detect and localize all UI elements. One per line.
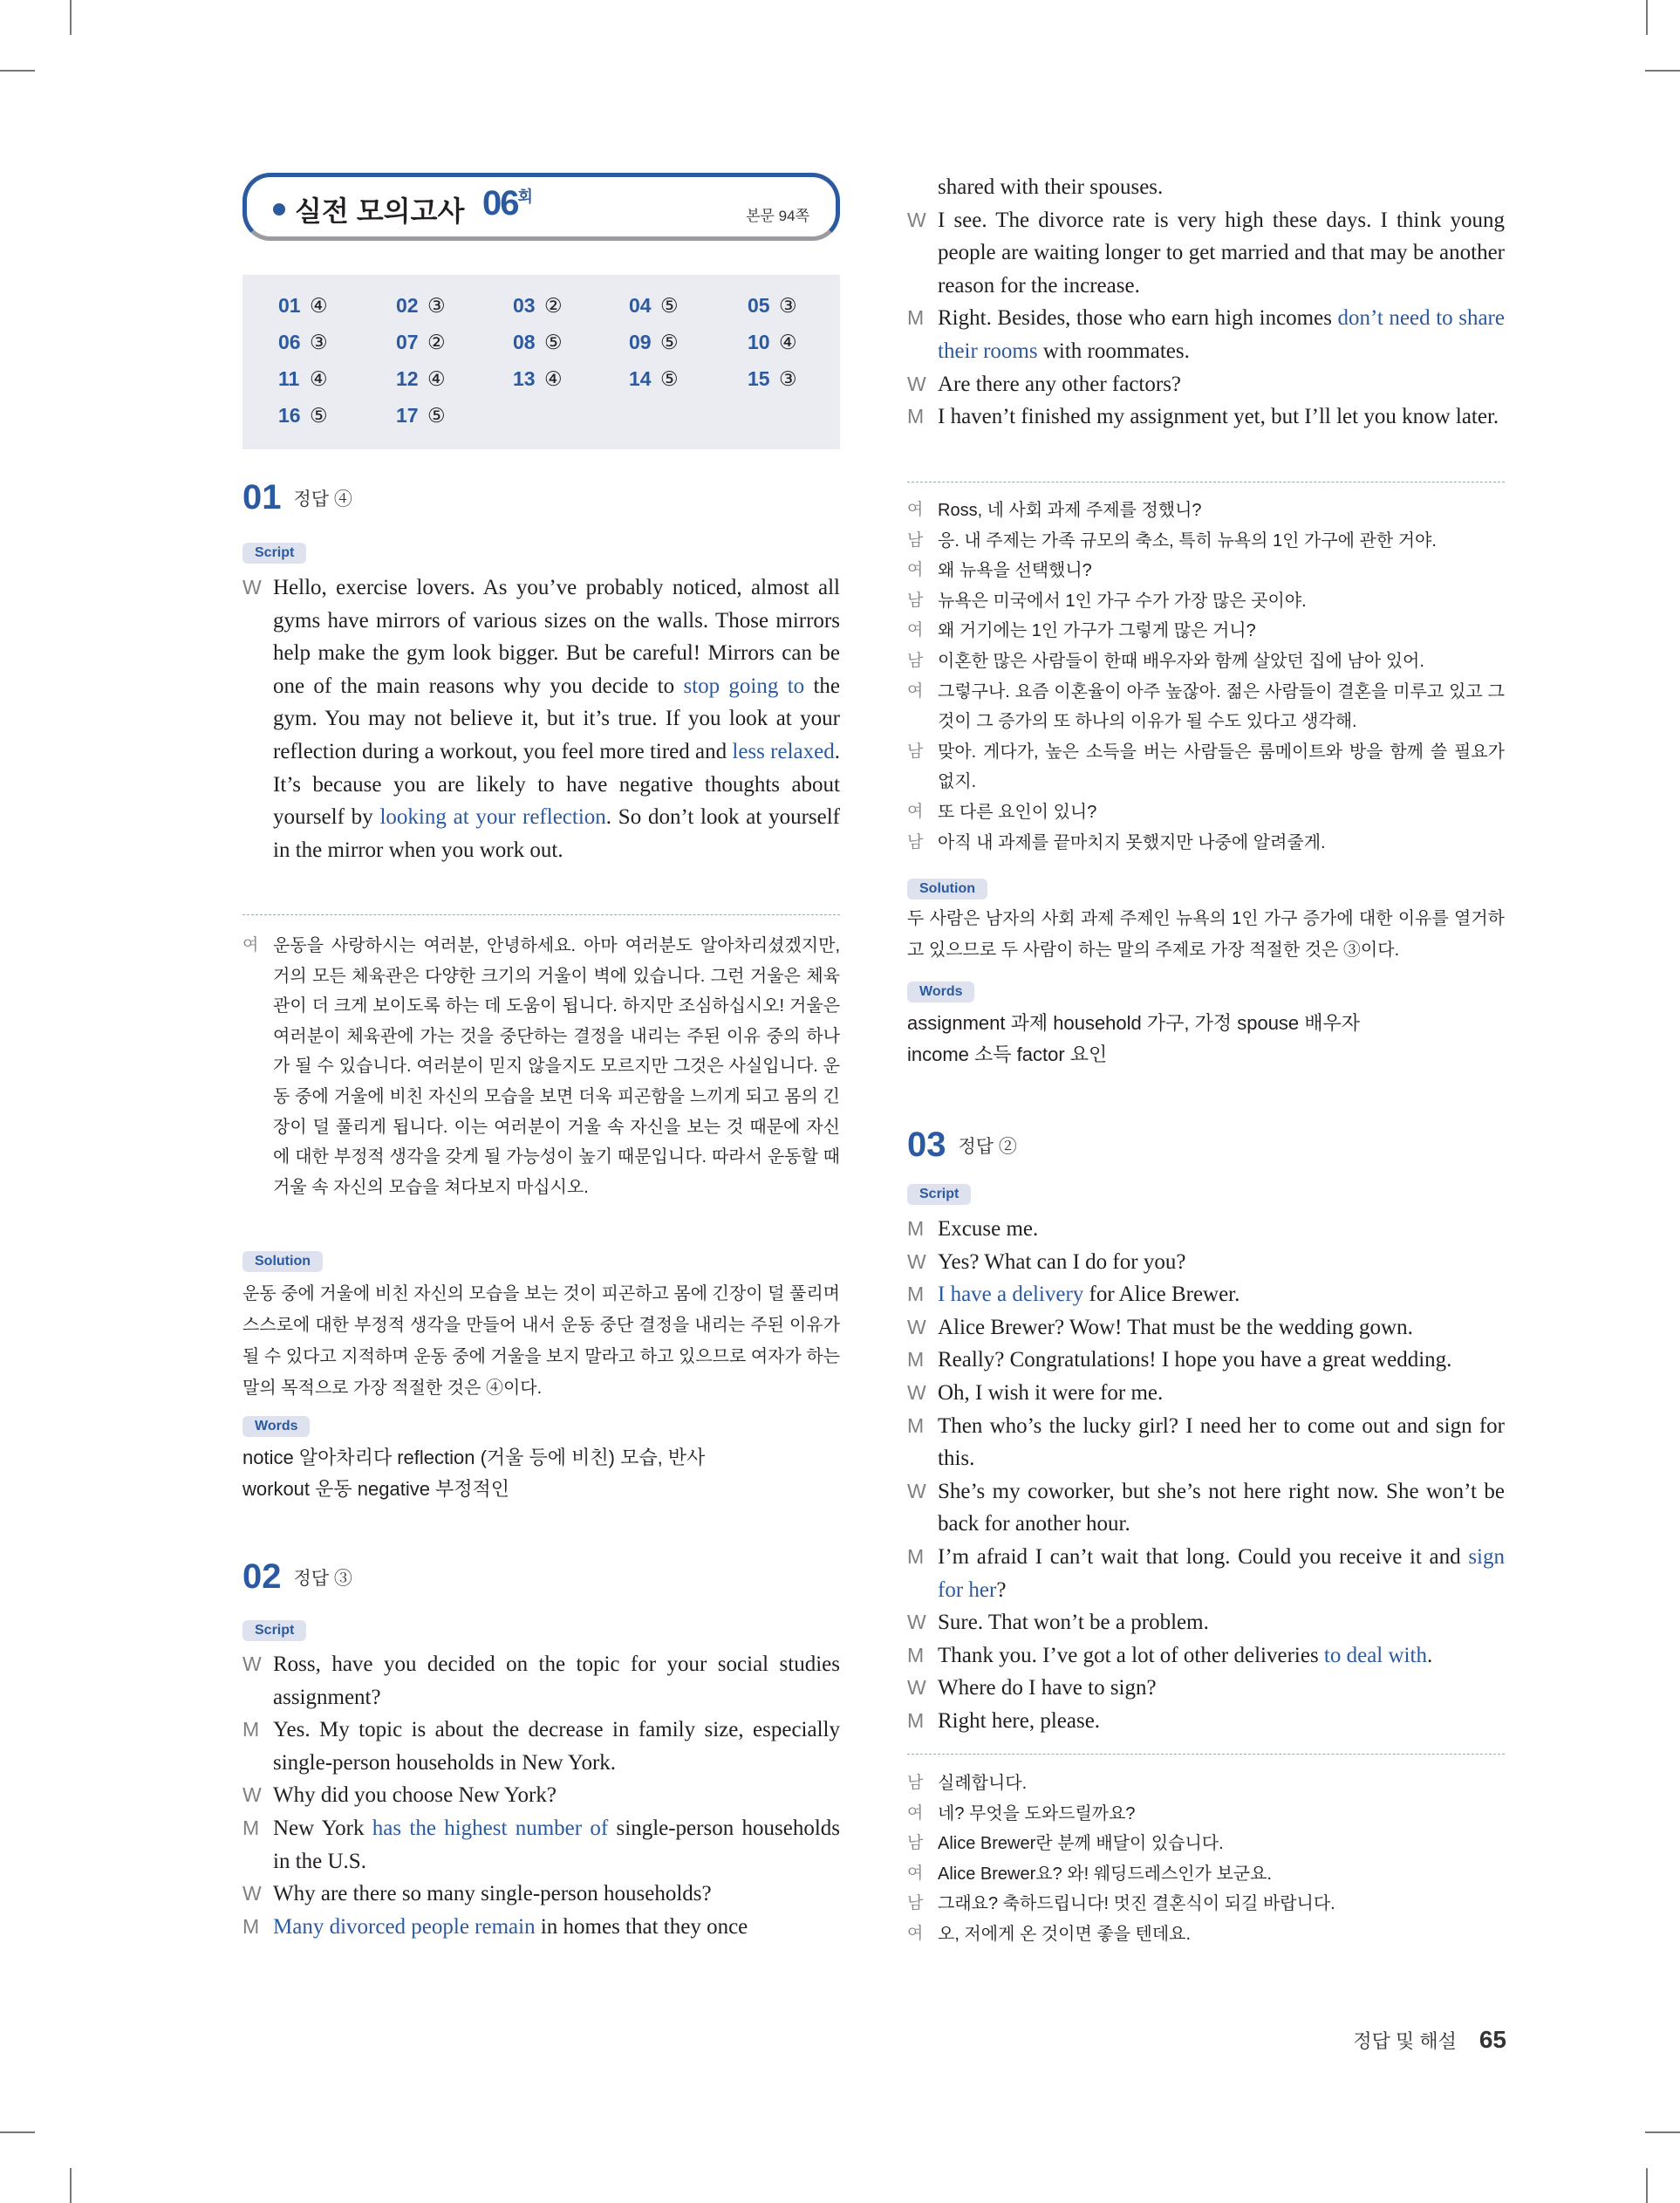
- script-text: [938, 1377, 1505, 1410]
- answer-choice: ④: [427, 367, 446, 390]
- translation-line: [907, 797, 1505, 828]
- text-segment: . So don’t look at yourself in the mirror when you work out.: [273, 805, 840, 862]
- answer-number: 04: [629, 294, 652, 317]
- answer-number: 09: [629, 331, 652, 353]
- solution-tag: Solution: [907, 879, 987, 900]
- text-segment: I see. The divorce rate is very high these days. I think young people are waiting longer to get married and that may be another reason for the increase.: [938, 208, 1505, 298]
- answer-choice: ④: [310, 294, 328, 317]
- words-line: income 소득 factor 요인: [907, 1043, 1108, 1065]
- answer-choice: ③: [427, 294, 446, 317]
- speaker-label: 남: [907, 742, 924, 761]
- text-segment: Alice Brewer? Wow! That must be the wedding gown.: [938, 1315, 1413, 1339]
- script-text: [938, 1278, 1505, 1311]
- script-text: [938, 1246, 1505, 1279]
- answer-number: 02: [396, 294, 419, 317]
- answer-item: [396, 331, 446, 354]
- text-segment: in homes that they once: [535, 1914, 748, 1939]
- script-text: [938, 1311, 1505, 1344]
- words-q01: [242, 1442, 840, 1505]
- answer-number: 13: [513, 367, 536, 390]
- script-text: [938, 1672, 1505, 1705]
- answer-item: [629, 367, 679, 391]
- script-text: [938, 1475, 1505, 1541]
- answer-number: 08: [513, 331, 536, 353]
- answer-choice: ③: [779, 367, 797, 390]
- text-segment: Yes. My topic is about the decrease in family size, especially single-person households in New York.: [273, 1718, 840, 1775]
- speaker-label: W: [907, 208, 926, 231]
- script-line: [907, 1541, 1505, 1606]
- speaker-label: M: [907, 1413, 925, 1437]
- speaker-label: M: [242, 1914, 260, 1938]
- speaker-label: 여: [907, 1803, 924, 1823]
- translation-line: [907, 586, 1505, 617]
- answer-item: [748, 294, 797, 318]
- page-reference: 본문 94쪽: [746, 208, 809, 224]
- answer-number: 12: [396, 367, 419, 390]
- speaker-label: W: [242, 1783, 262, 1807]
- speaker-label: M: [907, 1643, 925, 1666]
- script-line: [907, 302, 1505, 367]
- answer-item: [278, 331, 328, 354]
- bullet-icon: [273, 203, 285, 216]
- question-number: 01: [242, 478, 282, 517]
- speaker-label: W: [907, 1249, 926, 1273]
- round-number: 06: [482, 184, 518, 222]
- answer-choice: ⑤: [427, 404, 446, 427]
- translation-text: 응. 내 주제는 가족 규모의 축소, 특히 뉴욕의 1인 가구에 관한 거야.: [938, 530, 1437, 551]
- speaker-label: 남: [907, 651, 924, 670]
- words-tag: Words: [907, 982, 974, 1002]
- speaker-label: W: [907, 1315, 926, 1338]
- translation-text: 실례합니다.: [938, 1774, 1028, 1793]
- key-phrase: stop going to: [683, 674, 805, 698]
- answer-choice: ⑤: [310, 404, 328, 427]
- translation-text: 왜 거기에는 1인 가구가 그렇게 많은 거니?: [938, 621, 1256, 641]
- script-line: [242, 1878, 840, 1911]
- translation-line: [907, 556, 1505, 586]
- answer-item: [748, 331, 797, 354]
- answer-choice: ⑤: [544, 331, 563, 353]
- answer-item: [748, 367, 797, 391]
- translation-line: [907, 1859, 1505, 1890]
- text-segment: Where do I have to sign?: [938, 1676, 1157, 1700]
- script-line: [907, 1213, 1505, 1246]
- translation-line: [907, 1799, 1505, 1830]
- answer-item: [396, 404, 446, 428]
- crop-mark: [70, 2168, 72, 2203]
- translation-q01: [242, 931, 840, 1202]
- translation-line: [242, 931, 840, 1202]
- speaker-label: 여: [907, 621, 924, 640]
- answer-choice: ③: [779, 294, 797, 317]
- script-line: [907, 204, 1505, 303]
- text-segment: Why did you choose New York?: [273, 1783, 557, 1808]
- translation-text: 운동을 사랑하시는 여러분, 안녕하세요. 아마 여러분도 알아차리셨겠지만, 거의 모든 체육관은 다양한 크기의 거울이 벽에 있습니다. 그런 거울은 체육관이 더 크게 보이도록 하는 데 도움이 됩니다. 하지만 조심하십시오! 거울은 여러분이 체육관에 가는 것을 중단하는 결정을 내리는 주된 이유 중의 하나가 될 수 있습니다. 여러분이 믿지 않을지도 모르지만 그것은 사실입니다. 운동 중에 거울에 비친 자신의 모습을 보면 더욱 피곤함을 느끼게 되고 몸의 긴장이 덜 풀리게 됩니다. 이는 여러분이 거울 속 자신을 보는 것 때문에 자신에 대한 부정적 생각을 갖게 될 가능성이 높기 때문입니다. 따라서 운동할 때 거울 속 자신의 모습을 쳐다보지 마십시오.: [273, 936, 840, 1197]
- translation-text: Ross, 네 사회 과제 주제를 정했니?: [938, 501, 1202, 520]
- translation-text: 뉴욕은 미국에서 1인 가구 수가 가장 많은 곳이야.: [938, 591, 1307, 611]
- translation-line: [907, 1919, 1505, 1950]
- translation-text: 맞아. 게다가, 높은 소득을 버는 사람들은 룸메이트와 방을 함께 쓸 필요가 없지.: [938, 742, 1505, 792]
- translation-text: 네? 무엇을 도와드릴까요?: [938, 1803, 1136, 1823]
- answer-choice: ⑤: [660, 294, 679, 317]
- speaker-label: [907, 171, 938, 204]
- question-heading-01: [242, 478, 352, 517]
- script-line: [907, 1672, 1505, 1705]
- translation-line: [907, 737, 1505, 797]
- script-text: [938, 171, 1505, 204]
- answer-choice: ④: [310, 367, 328, 390]
- text-segment: Sure. That won’t be a problem.: [938, 1611, 1209, 1635]
- script-line: [242, 1714, 840, 1779]
- crop-mark: [0, 2131, 35, 2133]
- script-line: [907, 1246, 1505, 1279]
- script-text: [273, 1878, 840, 1911]
- footer-section: 정답 및 해설: [1353, 2030, 1457, 2052]
- answer-number: 16: [278, 404, 301, 427]
- speaker-label: W: [242, 1652, 262, 1675]
- question-heading-03: [907, 1125, 1017, 1165]
- answer-number: 05: [748, 294, 770, 317]
- text-segment: shared with their spouses.: [938, 175, 1164, 199]
- text-segment: Excuse me.: [938, 1217, 1039, 1241]
- speaker-label: M: [907, 1348, 925, 1372]
- script-text: [273, 571, 840, 866]
- key-phrase: to deal with: [1323, 1643, 1427, 1667]
- translation-q02: [907, 496, 1505, 858]
- page-number: 65: [1479, 2026, 1506, 2053]
- speaker-label: 남: [907, 1774, 924, 1792]
- answer-number: 07: [396, 331, 419, 353]
- text-segment: Ross, have you decided on the topic for your social studies assignment?: [273, 1652, 840, 1709]
- script-text: [938, 1705, 1505, 1738]
- speaker-label: W: [907, 1611, 926, 1634]
- speaker-label: 남: [907, 591, 924, 610]
- answer-item: [513, 367, 563, 391]
- script-tag: Script: [242, 543, 306, 564]
- speaker-label: M: [907, 1217, 925, 1240]
- key-phrase: has the highest number of: [372, 1816, 609, 1840]
- script-line: [907, 368, 1505, 401]
- crop-mark: [1646, 0, 1648, 35]
- script-line: [907, 1606, 1505, 1639]
- answer-number: 17: [396, 404, 419, 427]
- speaker-label: M: [907, 405, 925, 428]
- speaker-label: 여: [907, 681, 924, 701]
- speaker-label: 남: [907, 1894, 924, 1913]
- speaker-label: W: [242, 576, 262, 599]
- text-segment: I’m afraid I can’t wait that long. Could you receive it and: [938, 1544, 1469, 1569]
- script-line: [907, 1475, 1505, 1541]
- test-title: 실전 모의고사: [295, 195, 465, 227]
- answer-number: 06: [278, 331, 301, 353]
- divider: [242, 914, 840, 915]
- speaker-label: M: [907, 1708, 925, 1732]
- answer-label: 정답 ④: [293, 489, 352, 510]
- script-tag: Script: [907, 1184, 971, 1205]
- translation-line: [907, 677, 1505, 737]
- key-phrase: Many divorced people remain: [273, 1914, 536, 1939]
- crop-mark: [1645, 70, 1680, 72]
- speaker-label: 남: [907, 530, 924, 550]
- answer-choice: ⑤: [660, 331, 679, 353]
- translation-text: 아직 내 과제를 끝마치지 못했지만 나중에 알려줄게.: [938, 832, 1326, 852]
- text-segment: Oh, I wish it were for me.: [938, 1380, 1164, 1405]
- text-segment: Right. Besides, those who earn high incomes: [938, 306, 1338, 331]
- script-line: [907, 400, 1505, 434]
- crop-mark: [70, 0, 72, 35]
- text-segment: with roommates.: [1037, 339, 1190, 363]
- question-number: 02: [242, 1557, 282, 1596]
- question-heading-02: [242, 1557, 352, 1597]
- text-segment: Yes? What can I do for you?: [938, 1249, 1186, 1274]
- text-segment: Really? Congratulations! I hope you have a great wedding.: [938, 1348, 1452, 1372]
- script-line: [907, 1410, 1505, 1475]
- script-text: [938, 1410, 1505, 1475]
- script-line: [242, 571, 840, 866]
- answer-number: 01: [278, 294, 301, 317]
- script-text: [938, 400, 1505, 434]
- text-segment: .: [1426, 1643, 1433, 1667]
- answer-item: [396, 367, 446, 391]
- answer-item: [629, 294, 679, 318]
- speaker-label: 여: [907, 802, 924, 821]
- speaker-label: 남: [907, 832, 924, 852]
- script-text: [273, 1648, 840, 1714]
- text-segment: New York: [273, 1816, 372, 1840]
- divider: [907, 1754, 1505, 1755]
- script-text: [938, 368, 1505, 401]
- words-line: notice 알아차리다 reflection (거울 등에 비친) 모습, 반사: [242, 1447, 706, 1468]
- test-round: [482, 184, 533, 223]
- script-text: [938, 302, 1505, 367]
- speaker-label: W: [242, 1882, 262, 1905]
- script-text: [273, 1812, 840, 1878]
- answer-item: [278, 404, 328, 428]
- script-text: [938, 1606, 1505, 1639]
- answer-label: 정답 ③: [293, 1568, 352, 1589]
- script-text: [273, 1714, 840, 1779]
- translation-line: [907, 828, 1505, 859]
- translation-text: 그렇구나. 요즘 이혼율이 아주 높잖아. 젊은 사람들이 결혼을 미루고 있고 그것이 그 증가의 또 하나의 이유가 될 수도 있다고 생각해.: [938, 681, 1505, 732]
- speaker-label: 여: [907, 501, 924, 519]
- script-line: [907, 1639, 1505, 1673]
- translation-text: 왜 뉴욕을 선택했니?: [938, 561, 1092, 581]
- text-segment: ?: [996, 1577, 1007, 1602]
- script-line: [907, 1311, 1505, 1344]
- answer-number: 03: [513, 294, 536, 317]
- answer-item: [278, 294, 328, 318]
- words-tag: Words: [242, 1416, 310, 1437]
- crop-mark: [0, 70, 35, 72]
- speaker-label: W: [907, 1479, 926, 1502]
- key-phrase: I have a delivery: [938, 1283, 1084, 1307]
- solution-q01: 운동 중에 거울에 비친 자신의 모습을 보는 것이 피곤하고 몸에 긴장이 덜 풀리며 스스로에 대한 부정적 생각을 만들어 내서 운동 중단 결정을 내리는 주된 이유가 될 수 있다고 지적하며 운동 중에 거울을 보지 말라고 하고 있으므로 여자가 하는 말의 목적으로 가장 적절한 것은 ④이다.: [242, 1284, 840, 1398]
- answer-choice: ③: [310, 331, 328, 353]
- key-phrase: looking at your reflection: [379, 805, 606, 830]
- speaker-label: 남: [907, 1834, 924, 1853]
- script-line: [242, 1911, 840, 1944]
- translation-line: [907, 1769, 1505, 1799]
- translation-line: [907, 1829, 1505, 1859]
- text-segment: Why are there so many single-person households?: [273, 1882, 712, 1906]
- script-text: [273, 1911, 840, 1944]
- translation-text: 이혼한 많은 사람들이 한때 배우자와 함께 살았던 집에 남아 있어.: [938, 651, 1424, 671]
- script-text: [938, 1344, 1505, 1377]
- speaker-label: 여: [907, 1864, 924, 1883]
- script-text: [938, 1639, 1505, 1673]
- answer-grid: [242, 275, 840, 449]
- key-phrase: don’t need to share their rooms: [938, 306, 1505, 363]
- translation-text: 그래요? 축하드립니다! 멋진 결혼식이 되길 바랍니다.: [938, 1894, 1335, 1914]
- translation-line: [907, 526, 1505, 557]
- key-phrase: sign for her: [938, 1544, 1505, 1602]
- speaker-label: 여: [907, 561, 924, 580]
- script-line: [242, 1779, 840, 1812]
- text-segment: Hello, exercise lovers. As you’ve probably noticed, almost all gyms have mirrors of various sizes on the walls. Those mirrors help make the gym look bigger. But be careful! Mirrors can be one of the main reasons why you decide to: [273, 576, 840, 698]
- speaker-label: M: [242, 1718, 260, 1741]
- script-line: [907, 1377, 1505, 1410]
- script-q01: [242, 571, 840, 866]
- answer-item: [278, 367, 328, 391]
- translation-line: [907, 647, 1505, 677]
- speaker-label: W: [907, 372, 926, 395]
- speaker-label: M: [242, 1816, 260, 1839]
- answer-item: [629, 331, 679, 354]
- script-q02-continued: [907, 171, 1505, 434]
- answer-choice: ②: [544, 294, 563, 317]
- script-text: [938, 1213, 1505, 1246]
- script-tag: Script: [242, 1620, 306, 1641]
- script-line: [242, 1648, 840, 1714]
- script-text: [938, 1541, 1505, 1606]
- text-segment: Then who’s the lucky girl? I need her to come out and sign for this.: [938, 1413, 1505, 1471]
- crop-mark: [1646, 2168, 1648, 2203]
- translation-text: Alice Brewer란 분께 배달이 있습니다.: [938, 1834, 1224, 1854]
- script-q03: [907, 1213, 1505, 1738]
- script-line: [907, 1705, 1505, 1738]
- answer-number: 15: [748, 367, 770, 390]
- text-segment: single-person households in the U.S.: [273, 1816, 841, 1873]
- speaker-label: M: [907, 1283, 925, 1306]
- script-text: [273, 1779, 840, 1812]
- speaker-label: M: [907, 306, 925, 330]
- solution-q02: 두 사람은 남자의 사회 과제 주제인 뉴욕의 1인 가구 증가에 대한 이유를 열거하고 있으므로 두 사람이 하는 말의 주제로 가장 적절한 것은 ③이다.: [907, 909, 1505, 960]
- translation-text: Alice Brewer요? 와! 웨딩드레스인가 보군요.: [938, 1864, 1273, 1884]
- answer-choice: ④: [779, 331, 797, 353]
- answer-choice: ②: [427, 331, 446, 353]
- words-q02: [907, 1008, 1505, 1071]
- translation-text: 또 다른 요인이 있니?: [938, 802, 1097, 822]
- speaker-label: W: [907, 1676, 926, 1700]
- text-segment: Are there any other factors?: [938, 372, 1182, 396]
- text-segment: for Alice Brewer.: [1083, 1283, 1240, 1307]
- speaker-label: W: [907, 1380, 926, 1404]
- text-segment: She’s my coworker, but she’s not here right now. She won’t be back for another hour.: [938, 1479, 1505, 1536]
- page-footer: [1353, 2026, 1506, 2054]
- answer-choice: ⑤: [660, 367, 679, 390]
- text-segment: I haven’t finished my assignment yet, but I’ll let you know later.: [938, 405, 1499, 429]
- speaker-label: 여: [907, 1924, 924, 1943]
- words-line: assignment 과제 household 가구, 가정 spouse 배우자: [907, 1012, 1361, 1034]
- answer-number: 14: [629, 367, 652, 390]
- script-q02: [242, 1648, 840, 1943]
- text-segment: . It’s because you are likely to have negative thoughts about yourself by: [273, 739, 840, 830]
- test-header: [242, 173, 840, 241]
- text-segment: the gym. You may not believe it, but it’s true. If you look at your reflection during a workout, you feel more tired and: [273, 674, 840, 763]
- translation-line: [907, 1889, 1505, 1919]
- translation-line: [907, 496, 1505, 526]
- script-line: [907, 1344, 1505, 1377]
- script-line: [907, 1278, 1505, 1311]
- speaker-label: M: [907, 1544, 925, 1568]
- text-segment: Right here, please.: [938, 1708, 1101, 1733]
- words-line: workout 운동 negative 부정적인: [242, 1478, 510, 1500]
- script-line: [242, 1812, 840, 1878]
- text-segment: Thank you. I’ve got a lot of other deliveries: [938, 1643, 1324, 1667]
- answer-number: 10: [748, 331, 770, 353]
- answer-item: [513, 294, 563, 318]
- translation-text: 오, 저에게 온 것이면 좋을 텐데요.: [938, 1924, 1192, 1944]
- answer-label: 정답 ②: [958, 1136, 1017, 1157]
- question-number: 03: [907, 1125, 946, 1164]
- script-line: [907, 171, 1505, 204]
- crop-mark: [1645, 2131, 1680, 2133]
- round-suffix: 회: [517, 188, 533, 206]
- translation-q03: [907, 1769, 1505, 1950]
- translation-line: [907, 616, 1505, 647]
- answer-item: [513, 331, 563, 354]
- answer-number: 11: [278, 367, 300, 390]
- key-phrase: less relaxed: [732, 739, 835, 763]
- speaker-label: 여: [242, 936, 259, 954]
- answer-choice: ④: [544, 367, 563, 390]
- answer-item: [396, 294, 446, 318]
- solution-tag: Solution: [242, 1251, 323, 1272]
- script-text: [938, 204, 1505, 303]
